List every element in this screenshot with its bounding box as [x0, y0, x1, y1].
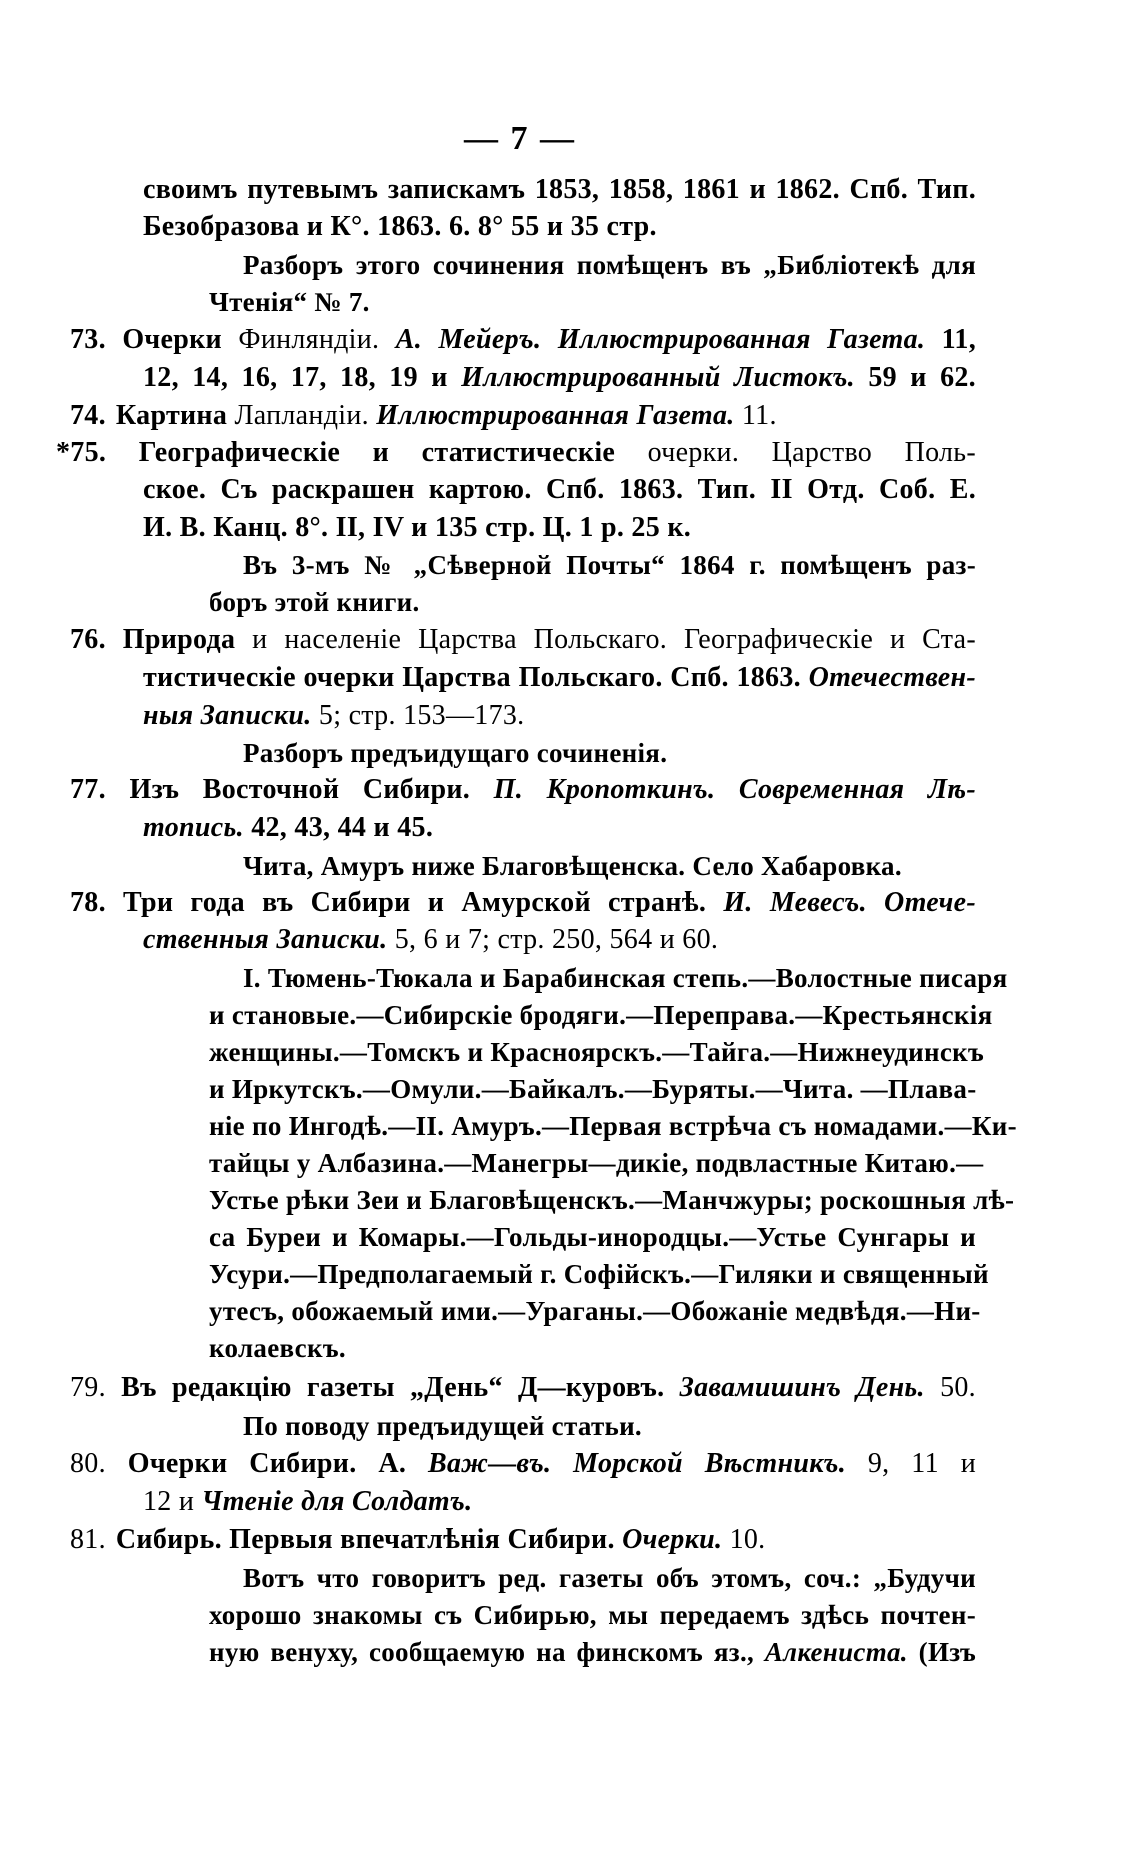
entry-76-line-1: 76. Природа и населеніе Царства Польскаго. Географическіе и Ста-: [70, 622, 976, 658]
entry-77-line-2: топись. 42, 43, 44 и 45.: [143, 812, 434, 843]
entry-81-line-1: 81. Сибирь. Первыя впечатлѣнія Сибири. Очерки. 10.: [70, 1522, 765, 1558]
entry-77-note: Чита, Амуръ ниже Благовѣщенска. Село Хабаровка.: [243, 851, 902, 881]
entry-78-contents-line-8: са Буреи и Комары.—Гольды-инородцы.—Устье Сунгары и: [209, 1222, 976, 1252]
entry-number: *75.: [56, 437, 107, 468]
entry-78-line-2: ственныя Записки. 5, 6 и 7; стр. 250, 564 и 60.: [143, 924, 719, 955]
entry-75-line-3: И. В. Канц. 8°. II, IV и 135 стр. Ц. 1 р. 25 к.: [143, 512, 692, 543]
entry-77-line-1: 77. Изъ Восточной Сибири. П. Кропоткинъ. Современная Лѣ-: [70, 772, 976, 808]
entry-title: Картина: [115, 400, 228, 431]
entry-78-contents-line-3: женщины.—Томскъ и Красноярскъ.—Тайга.—Нижнеудинскъ: [209, 1037, 985, 1067]
entry-80-line-1: 80. Очерки Сибири. А. Важ—въ. Морской Вѣстникъ. 9, 11 и: [70, 1446, 976, 1482]
entry-78-contents-line-7: Устье рѣки Зеи и Благовѣщенскъ.—Манчжуры; роскошныя лѣ-: [209, 1185, 1015, 1215]
entry-title: Сибирь.: [115, 1524, 222, 1555]
entry-73-line-1: 73. Очерки Финляндіи. А. Мейеръ. Иллюстрированная Газета. 11,: [70, 322, 976, 358]
entry-number: 78.: [70, 887, 106, 918]
entry-number: 81.: [70, 1524, 106, 1555]
entry-number: 79.: [70, 1372, 106, 1403]
entry-title: Очерки Сибири.: [127, 1448, 357, 1479]
entry-75-note-line-1: Въ 3-мъ № „Сѣверной Почты“ 1864 г. помѣщенъ раз-: [243, 550, 976, 580]
entry-80-line-2: 12 и Чтеніе для Солдатъ.: [143, 1486, 473, 1517]
entry-78-contents-line-2: и становые.—Сибирскіе бродяги.—Переправа.—Крестьянскія: [209, 1000, 993, 1030]
entry-78-contents-line-11: колаевскъ.: [209, 1333, 346, 1363]
entry-75-note-line-2: боръ этой книги.: [209, 587, 420, 617]
entry-72-note-line-1: Разборъ этого сочинения помѣщенъ въ „Библіотекѣ для: [243, 250, 976, 280]
entry-79-line-1: 79. Въ редакцію газеты „День“ Д—куровъ. Завамишинъ День. 50.: [70, 1370, 976, 1406]
entry-78-contents-line-4: и Иркутскъ.—Омули.—Байкалъ.—Буряты.—Чита. —Плава-: [209, 1074, 977, 1104]
entry-79-note: По поводу предъидущей статьи.: [243, 1411, 642, 1441]
entry-72-line-1: своимъ путевымъ запискамъ 1853, 1858, 1861 и 1862. Спб. Тип.: [143, 174, 976, 205]
entry-title: Географическіе и статистическіе: [138, 437, 616, 468]
entry-78-contents-line-5: ніе по Ингодѣ.—II. Амуръ.—Первая встрѣча съ номадами.—Ки-: [209, 1111, 1017, 1141]
entry-number: 73.: [70, 324, 106, 355]
entry-number: 77.: [70, 774, 106, 805]
entry-number: 74.: [70, 400, 106, 431]
entry-title: Въ редакцію: [121, 1372, 292, 1403]
entry-76-note: Разборъ предъидущаго сочиненія.: [243, 738, 668, 768]
entry-number: 80.: [70, 1448, 106, 1479]
entry-75-line-1: *75. Географическіе и статистическіе очерки. Царство Поль-: [56, 435, 976, 471]
entry-81-note-line-3: ную венуху, сообщаемую на финскомъ яз., Алкениста. (Изъ: [209, 1637, 977, 1667]
entry-76-line-3: ныя Записки. 5; стр. 153—173.: [143, 700, 525, 731]
entry-81-note-line-1: Вотъ что говоритъ ред. газеты объ этомъ, соч.: „Будучи: [243, 1563, 976, 1593]
page-number: — 7 —: [464, 120, 576, 157]
entry-title: Три года: [123, 887, 245, 918]
entry-72-note-line-2: Чтенія“ № 7.: [209, 287, 370, 317]
entry-75-line-2: ское. Съ раскрашен картою. Спб. 1863. Тип. II Отд. Соб. Е.: [143, 474, 976, 505]
entry-72-line-2: Безобразова и К°. 1863. 6. 8° 55 и 35 стр.: [143, 211, 657, 242]
entry-78-contents-line-6: тайцы у Албазина.—Манегры—дикіе, подвластные Китаю.—: [209, 1148, 984, 1178]
entry-81-note-line-2: хорошо знакомы съ Сибирью, мы передаемъ здѣсь почтен-: [209, 1600, 976, 1630]
entry-title: Очерки: [122, 324, 222, 355]
entry-78-contents-line-1: I. Тюмень-Тюкала и Барабинская степь.—Волостные писаря: [243, 963, 1008, 993]
entry-76-line-2: тистическіе очерки Царства Польскаго. Спб. 1863. Отечествен-: [143, 662, 976, 693]
entry-73-line-2: 12, 14, 16, 17, 18, 19 и Иллюстрированный Листокъ. 59 и 62.: [143, 362, 976, 393]
entry-74-line-1: 74. Картина Лапландіи. Иллюстрированная Газета. 11.: [70, 398, 777, 434]
entry-title: Изъ Восточной Сибири.: [129, 774, 471, 805]
entry-number: 76.: [70, 624, 106, 655]
entry-title: Природа: [122, 624, 236, 655]
entry-78-contents-line-10: утесъ, обожаемый ими.—Ураганы.—Обожаніе медвѣдя.—Ни-: [209, 1296, 981, 1326]
entry-78-line-1: 78. Три года въ Сибири и Амурской странѣ. И. Мевесъ. Отече-: [70, 885, 976, 921]
entry-78-contents-line-9: Усури.—Предполагаемый г. Софійскъ.—Гиляки и священный: [209, 1259, 989, 1289]
